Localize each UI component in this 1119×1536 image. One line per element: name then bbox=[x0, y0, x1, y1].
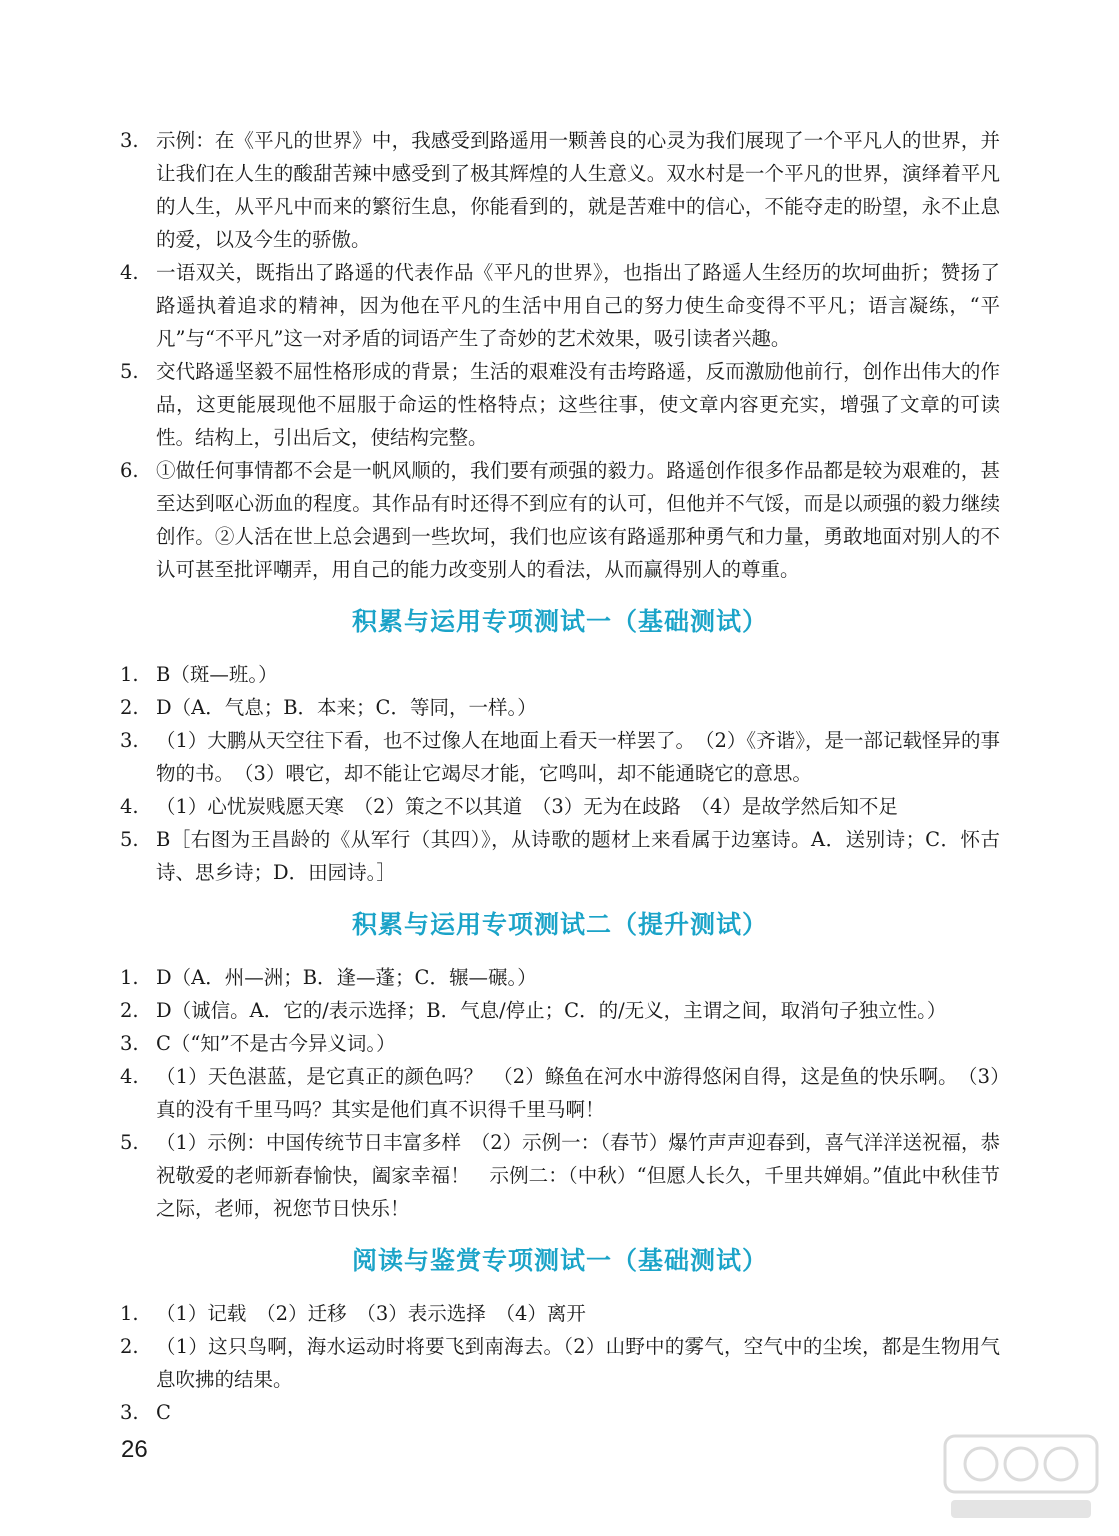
item-number: 2. bbox=[120, 999, 139, 1022]
answer-sections bbox=[120, 600, 1000, 1429]
item-number: 1. bbox=[120, 663, 139, 686]
answer-section bbox=[120, 1239, 1000, 1429]
item-number: 5. bbox=[120, 828, 139, 851]
item-number: 6. bbox=[120, 459, 139, 482]
item-text: 交代路遥坚毅不屈性格形成的背景；生活的艰难没有击垮路遥，反而激励他前行，创作出伟大的作品，这更能展现他不屈服于命运的性格特点；这些往事，使文章内容更充实，增强了文章的可读性。结构上，引出后文，使结构完整。 bbox=[156, 360, 1000, 449]
answer-item bbox=[120, 454, 1000, 586]
item-text: ①做任何事情都不会是一帆风顺的，我们要有顽强的毅力。路遥创作很多作品都是较为艰难的，甚至达到呕心沥血的程度。其作品有时还得不到应有的认可，但他并不气馁，而是以顽强的毅力继续创作。②人活在世上总会遇到一些坎坷，我们也应该有路遥那种勇气和力量，勇敢地面对别人的不认可甚至批评嘲弄，用自己的能力改变别人的看法，从而赢得别人的尊重。 bbox=[156, 459, 1000, 581]
item-number: 4. bbox=[120, 1065, 139, 1088]
answer-item bbox=[120, 1330, 1000, 1396]
item-text: B（斑—班。） bbox=[156, 663, 278, 686]
section-title: 积累与运用专项测试二（提升测试） bbox=[351, 910, 768, 939]
item-number: 5. bbox=[120, 1131, 139, 1154]
item-number: 3. bbox=[120, 1032, 139, 1055]
page-content bbox=[120, 124, 1000, 1429]
item-text: （1）心忧炭贱愿天寒 （2）策之不以其道 （3）无为在歧路 （4）是故学然后知不足 bbox=[156, 795, 898, 818]
answer-item bbox=[120, 1060, 1000, 1126]
item-text: D（A．州—洲；B．逢—蓬；C．辗—碾。） bbox=[156, 966, 537, 989]
answer-item bbox=[120, 124, 1000, 256]
item-text: （1）记载 （2）迁移 （3）表示选择 （4）离开 bbox=[156, 1302, 586, 1325]
page-number: 26 bbox=[121, 1436, 148, 1463]
item-text: （1）这只鸟啊，海水运动时将要飞到南海去。（2）山野中的雾气，空气中的尘埃，都是生物用气息吹拂的结果。 bbox=[156, 1335, 1000, 1391]
item-number: 2. bbox=[120, 1335, 139, 1358]
answer-item bbox=[120, 691, 1000, 724]
item-text: （1）示例：中国传统节日丰富多样 （2）示例一：（春节）爆竹声声迎春到，喜气洋洋送祝福，恭祝敬爱的老师新春愉快，阖家幸福！ 示例二：（中秋）“但愿人长久，千里共婵娟。”值此中秋佳节之际，老师，祝您节日快乐！ bbox=[156, 1131, 1000, 1220]
answer-item bbox=[120, 1396, 1000, 1429]
item-number: 3. bbox=[120, 729, 139, 752]
answer-section bbox=[120, 600, 1000, 889]
item-text: 示例：在《平凡的世界》中，我感受到路遥用一颗善良的心灵为我们展现了一个平凡人的世界，并让我们在人生的酸甜苦辣中感受到了极其辉煌的人生意义。双水村是一个平凡的世界，演绎着平凡的人生，从平凡中而来的繁衍生息，你能看到的，就是苦难中的信心，不能夺走的盼望，永不止息的爱，以及今生的骄傲。 bbox=[156, 129, 1000, 251]
answer-item bbox=[120, 355, 1000, 454]
answer-item bbox=[120, 256, 1000, 355]
item-number: 3. bbox=[120, 129, 139, 152]
answer-item bbox=[120, 1297, 1000, 1330]
item-text: D（A．气息；B．本来；C．等同，一样。） bbox=[156, 696, 537, 719]
item-text: 一语双关，既指出了路遥的代表作品《平凡的世界》，也指出了路遥人生经历的坎坷曲折；赞扬了路遥执着追求的精神，因为他在平凡的生活中用自己的努力使生命变得不平凡；语言凝练，“平凡”与“不平凡”这一对矛盾的词语产生了奇妙的艺术效果，吸引读者兴趣。 bbox=[156, 261, 1000, 350]
section-title: 阅读与鉴赏专项测试一（基础测试） bbox=[351, 1246, 768, 1275]
item-text: C bbox=[156, 1401, 171, 1424]
item-number: 5. bbox=[120, 360, 139, 383]
item-number: 1. bbox=[120, 1302, 139, 1325]
watermark-logo bbox=[941, 1430, 1101, 1526]
answer-item bbox=[120, 823, 1000, 889]
item-text: （1）天色湛蓝，是它真正的颜色吗？ （2）鲦鱼在河水中游得悠闲自得，这是鱼的快乐啊。 （3）真的没有千里马吗？其实是他们真不识得千里马啊！ bbox=[156, 1065, 1000, 1121]
answer-item bbox=[120, 724, 1000, 790]
answer-item bbox=[120, 790, 1000, 823]
item-number: 1. bbox=[120, 966, 139, 989]
item-number: 2. bbox=[120, 696, 139, 719]
answer-item bbox=[120, 1126, 1000, 1225]
answer-item bbox=[120, 658, 1000, 691]
answer-item bbox=[120, 1027, 1000, 1060]
item-number: 4. bbox=[120, 795, 139, 818]
item-number: 3. bbox=[120, 1401, 139, 1424]
item-text: C（“知”不是古今异义词。） bbox=[156, 1032, 396, 1055]
intro-answers bbox=[120, 124, 1000, 586]
answer-section bbox=[120, 903, 1000, 1225]
item-text: B［右图为王昌龄的《从军行（其四）》，从诗歌的题材上来看属于边塞诗。A．送别诗；C．怀古诗、思乡诗；D．田园诗。］ bbox=[156, 828, 1000, 884]
item-text: （1）大鹏从天空往下看，也不过像人在地面上看天一样罢了。 （2）《齐谐》，是一部记载怪异的事物的书。 （3）喂它，却不能让它竭尽才能，它鸣叫，却不能通晓它的意思。 bbox=[156, 729, 1000, 785]
item-number: 4. bbox=[120, 261, 139, 284]
answer-item bbox=[120, 961, 1000, 994]
item-text: D（诚信。A．它的/表示选择；B．气息/停止；C．的/无义，主谓之间，取消句子独立性。） bbox=[156, 999, 947, 1022]
section-title: 积累与运用专项测试一（基础测试） bbox=[351, 607, 768, 636]
answer-item bbox=[120, 994, 1000, 1027]
